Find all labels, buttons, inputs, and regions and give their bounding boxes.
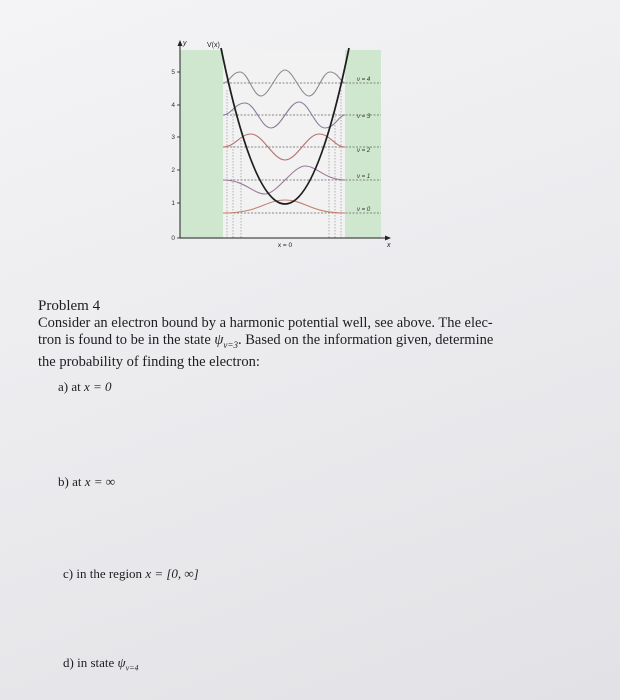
- problem-text-line-3: the probability of finding the electron:: [38, 353, 260, 370]
- state-label-1: ν = 1: [357, 174, 371, 180]
- part-d-subscript: ν=4: [125, 663, 139, 673]
- part-b: [58, 474, 115, 490]
- part-c-expr: x = [0, ∞]: [145, 566, 199, 581]
- problem-block: [38, 297, 578, 371]
- problem-text-line-2a: tron is found to be in the state: [38, 332, 215, 348]
- part-d-psi: ψ: [117, 655, 126, 670]
- state-label-2: ν = 2: [357, 148, 371, 154]
- part-b-label: b) at: [58, 474, 85, 489]
- x-axis-arrow-icon: [385, 236, 391, 241]
- harmonic-oscillator-figure: [165, 30, 395, 250]
- y-tick-label: 2: [171, 167, 175, 174]
- y-tick-label: 0: [171, 235, 175, 242]
- part-a-label: a) at: [58, 379, 84, 394]
- y-axis-label: y: [183, 40, 187, 47]
- state-label-0: ν = 0: [357, 207, 371, 213]
- problem-title: Problem 4: [38, 298, 101, 314]
- shaded-region-left: [180, 50, 223, 238]
- v-label: V(x): [207, 42, 220, 49]
- state-label-4: ν = 4: [357, 77, 371, 83]
- part-a: [58, 379, 112, 395]
- y-tick-label: 5: [171, 69, 175, 76]
- problem-text: [38, 315, 578, 371]
- state-label-3: ν = 3: [357, 114, 371, 120]
- y-axis-arrow-icon: [178, 40, 183, 46]
- part-d: [63, 655, 139, 673]
- y-tick-label: 3: [171, 134, 175, 141]
- part-c: [63, 566, 199, 582]
- part-d-label: d) in state: [63, 655, 118, 670]
- part-b-expr: x = ∞: [84, 474, 116, 489]
- x-axis-label: x: [387, 242, 391, 249]
- unshaded-region: [223, 50, 345, 238]
- part-a-expr: x = 0: [83, 379, 112, 394]
- x-center-label: x = 0: [277, 242, 293, 249]
- y-tick-label: 4: [171, 102, 175, 109]
- problem-text-line-2b: . Based on the information given, determine: [237, 332, 494, 348]
- problem-text-line-1: Consider an electron bound by a harmonic potential well, see above. The elec-: [38, 315, 493, 331]
- psi-symbol: ψ: [214, 332, 224, 348]
- y-tick-label: 1: [171, 200, 175, 207]
- part-c-label: c) in the region: [63, 566, 146, 581]
- psi-subscript: ν=3: [223, 339, 238, 350]
